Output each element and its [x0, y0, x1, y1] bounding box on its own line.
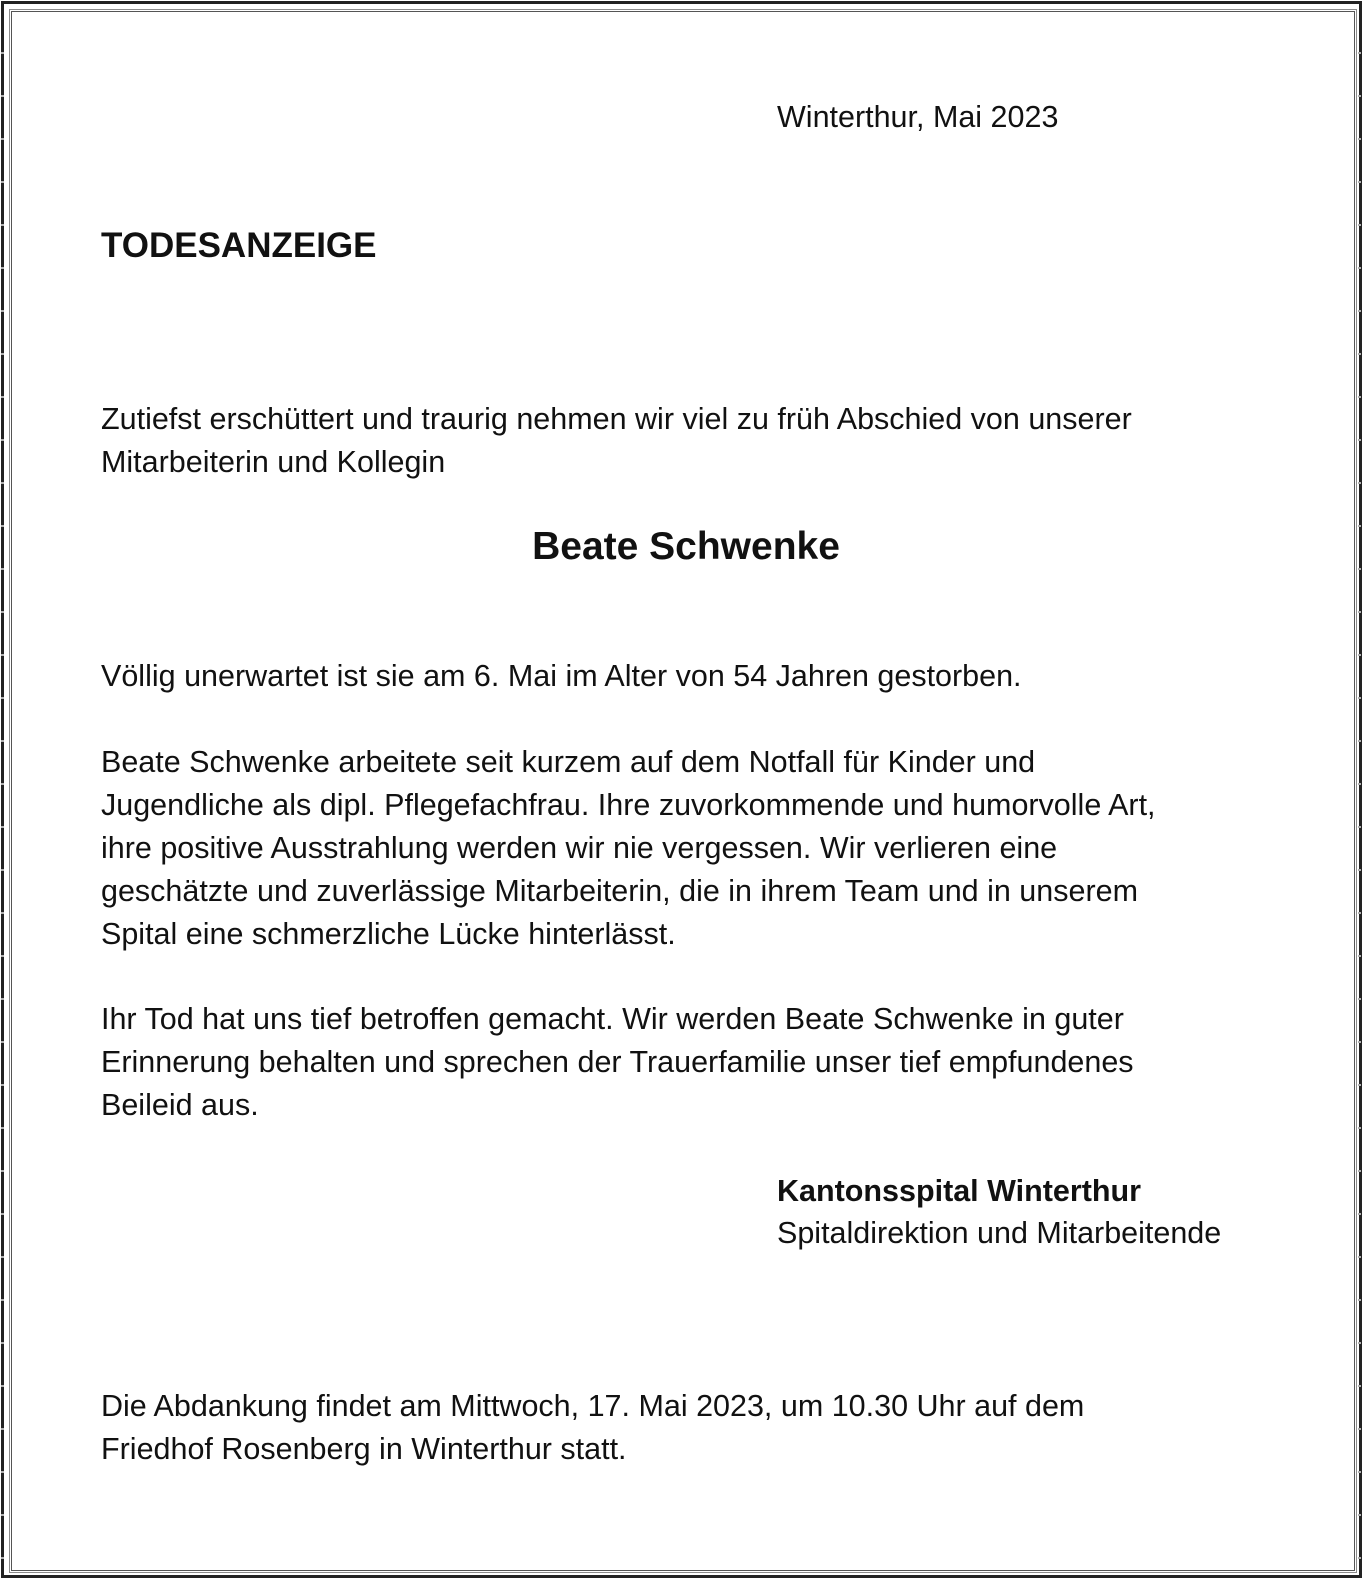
edge-tick	[1, 1213, 4, 1215]
edge-tick	[1, 1170, 4, 1172]
edge-tick	[1, 1342, 4, 1344]
edge-tick	[1, 826, 4, 828]
edge-tick	[1358, 1471, 1361, 1473]
intro-line: Mitarbeiterin und Kollegin	[101, 445, 446, 479]
edge-tick	[1358, 396, 1361, 398]
intro-line: Zutiefst erschüttert und traurig nehmen wir viel zu früh Abschied von unserer	[101, 402, 1132, 436]
edge-tick	[1, 1514, 4, 1516]
edge-tick	[1358, 1213, 1361, 1215]
edge-tick	[1358, 1084, 1361, 1086]
funeral-info-paragraph	[101, 1385, 1084, 1471]
condolence-line: Beileid aus.	[101, 1088, 259, 1122]
edge-tick	[1, 1471, 4, 1473]
condolence-paragraph	[101, 998, 1134, 1127]
edge-tick	[1, 310, 4, 312]
edge-tick	[1, 998, 4, 1000]
tribute-line: Spital eine schmerzliche Lücke hinterlässt.	[101, 917, 676, 951]
edge-tick	[1358, 998, 1361, 1000]
edge-tick	[1, 52, 4, 54]
edge-tick	[1358, 1127, 1361, 1129]
edge-tick	[1358, 869, 1361, 871]
edge-tick	[1358, 1385, 1361, 1387]
edge-tick	[1358, 1514, 1361, 1516]
edge-tick	[1358, 1342, 1361, 1344]
edge-tick	[1358, 697, 1361, 699]
tribute-line: Beate Schwenke arbeitete seit kurzem auf dem Notfall für Kinder und	[101, 745, 1036, 779]
edge-tick	[1358, 912, 1361, 914]
edge-tick	[1358, 1170, 1361, 1172]
edge-tick	[1, 1084, 4, 1086]
edge-tick	[1, 697, 4, 699]
edge-tick	[1358, 224, 1361, 226]
edge-tick	[1358, 353, 1361, 355]
edge-tick	[1, 912, 4, 914]
edge-tick	[1, 955, 4, 957]
edge-tick	[1, 740, 4, 742]
edge-tick	[1358, 1557, 1361, 1559]
death-notice-paragraph: Völlig unerwartet ist sie am 6. Mai im Alter von 54 Jahren gestorben.	[101, 659, 1022, 693]
tribute-paragraph	[101, 741, 1156, 956]
edge-tick	[1, 138, 4, 140]
condolence-line: Ihr Tod hat uns tief betroffen gemacht. Wir werden Beate Schwenke in guter	[101, 1002, 1124, 1036]
edge-tick	[1358, 826, 1361, 828]
condolence-line: Erinnerung behalten und sprechen der Trauerfamilie unser tief empfundenes	[101, 1045, 1134, 1079]
edge-tick	[1, 654, 4, 656]
edge-tick	[1, 1557, 4, 1559]
signature-organization: Kantonsspital Winterthur	[777, 1174, 1142, 1208]
edge-tick	[1, 869, 4, 871]
funeral-line: Die Abdankung findet am Mittwoch, 17. Mai 2023, um 10.30 Uhr auf dem	[101, 1389, 1085, 1423]
edge-tick	[1358, 955, 1361, 957]
edge-tick	[1358, 1041, 1361, 1043]
edge-tick	[1358, 1256, 1361, 1258]
edge-tick	[1, 1127, 4, 1129]
edge-tick	[1, 1428, 4, 1430]
tribute-line: ihre positive Ausstrahlung werden wir nie vergessen. Wir verlieren eine	[101, 831, 1058, 865]
edge-tick	[1, 1299, 4, 1301]
edge-tick	[1, 439, 4, 441]
tribute-line: geschätzte und zuverlässige Mitarbeiterin, die in ihrem Team und in unserem	[101, 874, 1138, 908]
edge-tick	[1358, 482, 1361, 484]
edge-tick	[1, 224, 4, 226]
edge-tick	[1, 353, 4, 355]
edge-tick	[1, 396, 4, 398]
edge-tick	[1, 611, 4, 613]
right-edge-marks	[1358, 0, 1361, 1583]
deceased-name: Beate Schwenke	[532, 525, 840, 568]
edge-tick	[1358, 52, 1361, 54]
intro-paragraph	[101, 398, 1132, 484]
tribute-line: Jugendliche als dipl. Pflegefachfrau. Ihre zuvorkommende und humorvolle Art,	[101, 788, 1156, 822]
edge-tick	[1, 1385, 4, 1387]
place-date: Winterthur, Mai 2023	[777, 100, 1059, 134]
funeral-line: Friedhof Rosenberg in Winterthur statt.	[101, 1432, 627, 1466]
edge-tick	[1, 267, 4, 269]
edge-tick	[1358, 740, 1361, 742]
edge-tick	[1358, 1299, 1361, 1301]
edge-tick	[1358, 310, 1361, 312]
edge-tick	[1358, 138, 1361, 140]
edge-tick	[1, 181, 4, 183]
signature-subline: Spitaldirektion und Mitarbeitende	[777, 1216, 1222, 1250]
edge-tick	[1358, 654, 1361, 656]
deceased-name-container	[0, 522, 1370, 572]
edge-tick	[1, 783, 4, 785]
edge-tick	[1358, 95, 1361, 97]
edge-tick	[1358, 181, 1361, 183]
edge-tick	[1, 95, 4, 97]
edge-tick	[1358, 611, 1361, 613]
left-edge-marks	[1, 0, 4, 1583]
edge-tick	[1, 1041, 4, 1043]
edge-tick	[1358, 783, 1361, 785]
edge-tick	[1, 1256, 4, 1258]
edge-tick	[1358, 267, 1361, 269]
edge-tick	[1, 482, 4, 484]
edge-tick	[1358, 439, 1361, 441]
page-title: TODESANZEIGE	[101, 226, 377, 265]
edge-tick	[1358, 1428, 1361, 1430]
